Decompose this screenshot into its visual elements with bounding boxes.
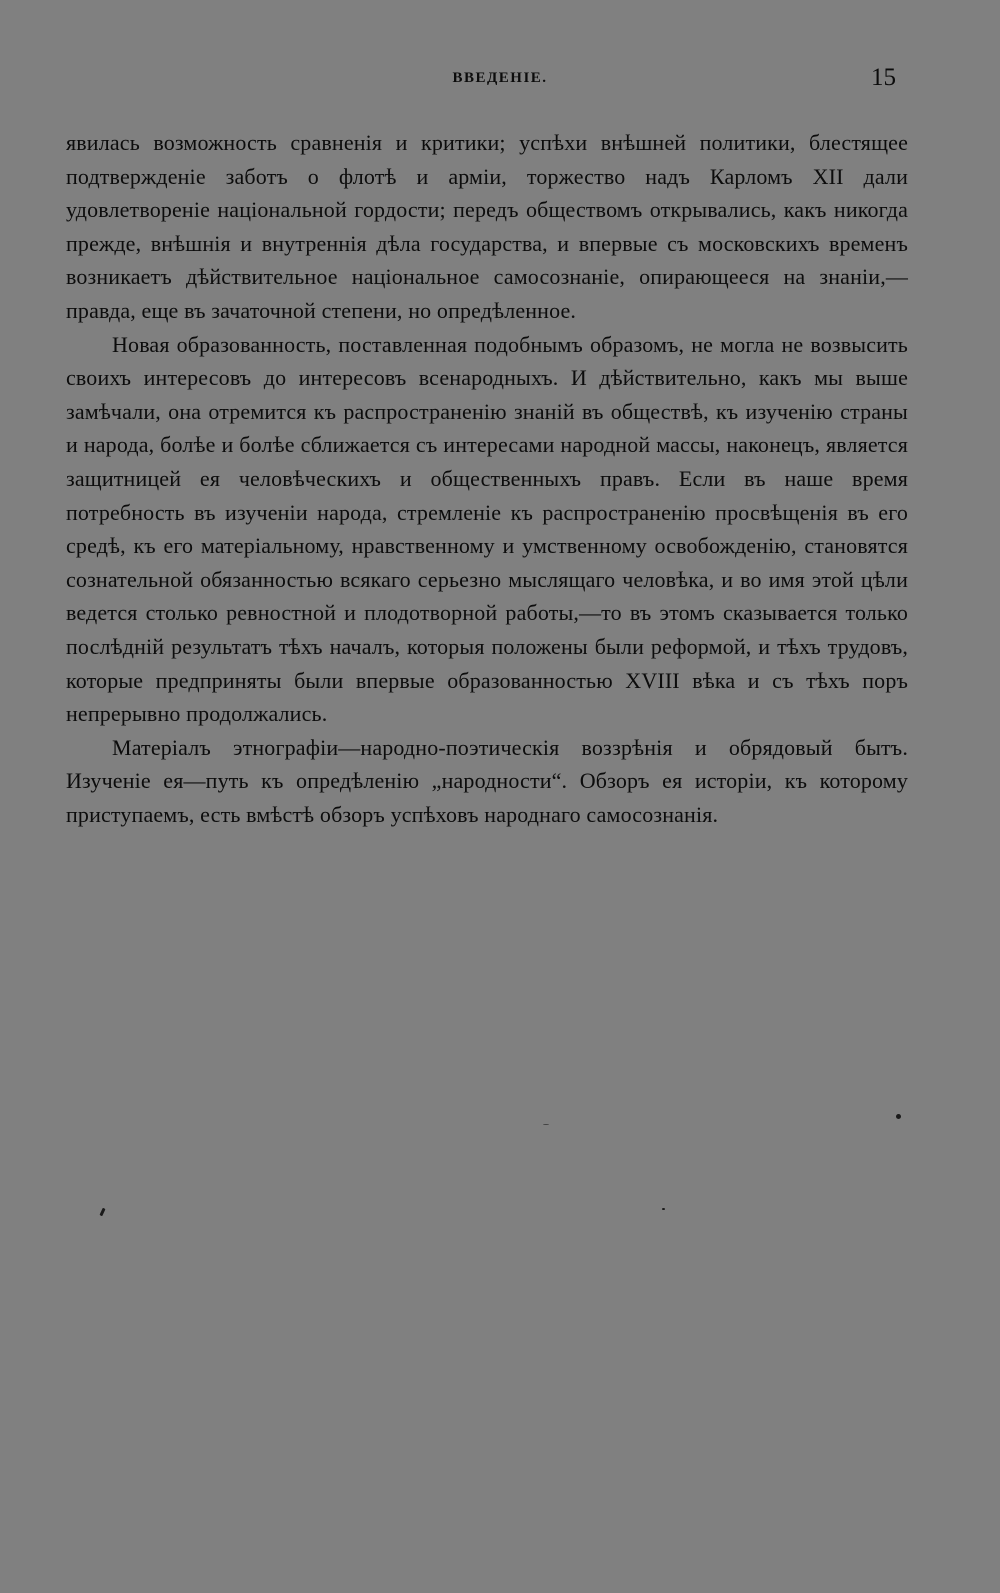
running-title: ВВЕДЕНІЕ.	[452, 70, 548, 86]
body-text	[66, 126, 908, 831]
page-number: 15	[871, 64, 896, 91]
scan-speck	[662, 1208, 665, 1210]
running-head	[0, 64, 1000, 94]
paragraph-1: явилась возможность сравненія и критики; успѣхи внѣшней политики, блестящее подтвержденіе заботъ о флотѣ и арміи, торжество надъ Карломъ XII дали удовлетвореніе національной гордости; передъ обществомъ открывались, какъ никогда прежде, внѣшнія и внутреннія дѣла государства, и впервые съ московскихъ временъ возникаетъ дѣйствительное національное самосознаніе, опирающееся на знаніи,—правда, еще въ зачаточной степени, но опредѣленное.	[66, 130, 908, 323]
scan-speck	[543, 1124, 549, 1125]
paragraph-2: Новая образованность, поставленная подобнымъ образомъ, не могла не возвысить своихъ интересовъ до интересовъ всенародныхъ. И дѣйствительно, какъ мы выше замѣчали, она отремится къ распространенію знаній въ обществѣ, къ изученію страны и народа, болѣе и болѣе сближается съ интересами народной массы, наконецъ, является защитницей ея человѣческихъ и общественныхъ правъ. Если въ наше время потребность въ изученіи народа, стремленіе къ распространенію просвѣщенія въ его средѣ, къ его матеріальному, нравственному и умственному освобожденію, становятся сознательной обязанностью всякаго серьезно мыслящаго человѣка, и во имя этой цѣли ведется столько ревностной и плодотворной работы,—то въ этомъ сказывается только послѣдній результатъ тѣхъ началъ, которыя положены были реформой, и тѣхъ трудовъ, которые предприняты были впервые образованностью XVIII вѣка и съ тѣхъ поръ непрерывно продолжались.	[66, 331, 908, 727]
paragraph-3: Матеріалъ этнографіи—народно-поэтическія воззрѣнія и обрядовый бытъ. Изученіе ея—путь къ опредѣленію „народности“. Обзоръ ея исторіи, къ которому приступаемъ, есть вмѣстѣ обзоръ успѣховъ народнаго самосознанія.	[66, 734, 908, 827]
scan-speck	[99, 1208, 105, 1217]
scan-speck	[896, 1114, 901, 1119]
